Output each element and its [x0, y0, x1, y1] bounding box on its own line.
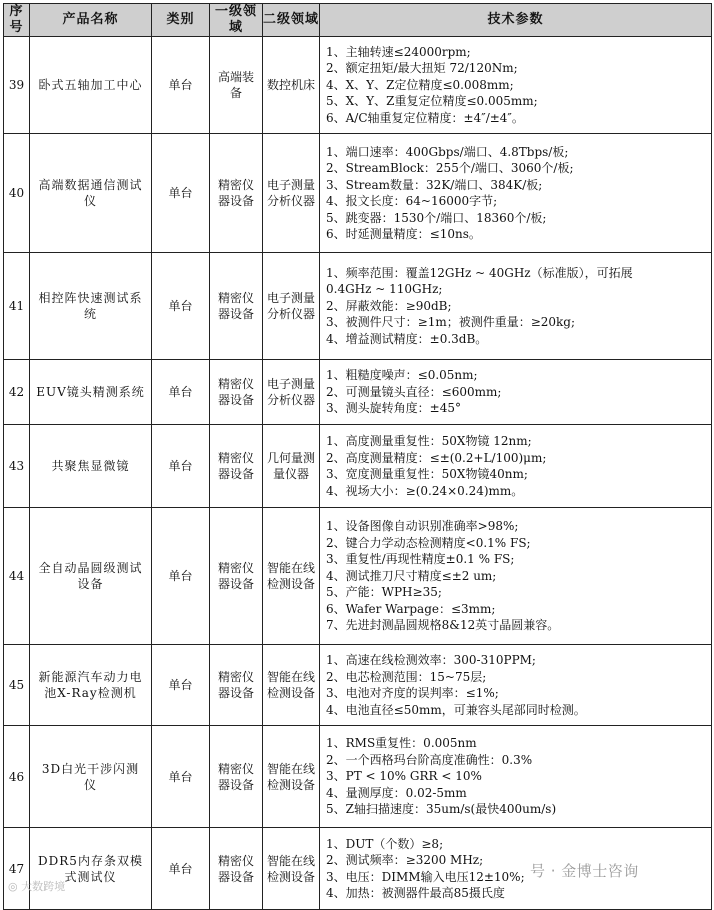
param-line: 3、测头旋转角度：±45° — [326, 401, 461, 416]
param-line: 5、产能：WPH≥35; — [326, 585, 442, 600]
row-tech-params — [320, 828, 712, 910]
param-line: 4、电池直径≤50mm，可兼容头尾部同时检测。 — [326, 702, 586, 717]
param-line: 2、可测量镜头直径：≤600mm; — [326, 384, 502, 399]
row-category: 单台 — [152, 726, 210, 828]
watermark-left: ◎ 大数跨境 — [8, 880, 66, 893]
row-category: 单台 — [152, 828, 210, 910]
param-line: 5、跳变器：1530个/端口、18360个/板; — [326, 210, 547, 225]
row-tech-params — [320, 360, 712, 425]
row-level2-field: 数控机床 — [263, 37, 320, 134]
param-line: 1、高度测量重复性：50X物镜 12nm; — [326, 434, 532, 448]
row-product-name: 全自动晶圆级测试设备 — [30, 508, 152, 645]
row-level1-field: 精密仪器设备 — [210, 645, 263, 726]
param-line: 4、测试推刀尺寸精度≤±2 um; — [326, 568, 497, 583]
param-line: 3、重复性/再现性精度±0.1 % FS; — [326, 552, 515, 567]
row-level1-field: 精密仪器设备 — [210, 360, 263, 425]
row-level2-field: 电子测量分析仪器 — [263, 134, 320, 253]
row-product-name: 相控阵快速测试系统 — [30, 253, 152, 360]
watermark-right: 号 · 金博士咨询 — [530, 862, 639, 880]
row-seq: 47 — [4, 828, 30, 910]
param-line: 3、电压：DIMM输入电压12±10%; — [326, 869, 525, 884]
row-seq: 42 — [4, 360, 30, 425]
row-product-name: 新能源汽车动力电池X-Ray检测机 — [30, 645, 152, 726]
table-row — [4, 360, 712, 425]
param-line: 2、屏蔽效能：≥90dB; — [326, 298, 452, 313]
param-line: 2、一个西格玛台阶高度准确性：0.3% — [326, 752, 533, 767]
row-level2-field: 智能在线检测设备 — [263, 645, 320, 726]
param-line: 4、加热：被测器件最高85摄氏度 — [326, 886, 505, 900]
header-level1: 一级领域 — [210, 4, 263, 37]
row-category: 单台 — [152, 645, 210, 726]
table-row — [4, 134, 712, 253]
row-level1-field: 精密仪器设备 — [210, 508, 263, 645]
row-level2-field: 智能在线检测设备 — [263, 508, 320, 645]
row-category: 单台 — [152, 253, 210, 360]
header-seq: 序号 — [4, 4, 30, 37]
param-line: 6、Wafer Warpage：≤3mm; — [326, 601, 496, 616]
row-level2-field: 几何量测量仪器 — [263, 425, 320, 508]
param-line: 3、Stream数量：32K/端口、384K/板; — [326, 177, 543, 192]
param-line: 2、键合力学动态检测精度<0.1% FS; — [326, 535, 531, 550]
param-line: 3、宽度测量重复性：50X物镜40nm; — [326, 467, 528, 481]
param-line: 3、被测件尺寸：≥1m；被测件重量：≥20kg; — [326, 315, 576, 330]
row-seq: 39 — [4, 37, 30, 134]
row-tech-params — [320, 645, 712, 726]
table-row — [4, 508, 712, 645]
param-line: 2、高度测量精度：≤±(0.2+L/100)μm; — [326, 450, 547, 465]
row-product-name: 卧式五轴加工中心 — [30, 37, 152, 134]
param-line: 4、报文长度：64~16000字节; — [326, 194, 498, 208]
param-line: 1、高速在线检测效率：300-310PPM; — [326, 653, 536, 667]
row-seq: 44 — [4, 508, 30, 645]
param-line: 1、DUT（个数）≥8; — [326, 836, 444, 851]
param-line: 2、StreamBlock：255个/端口、3060个/板; — [326, 161, 574, 175]
param-line: 5、X、Y、Z重复定位精度≤0.005mm; — [326, 94, 538, 109]
row-level2-field: 电子测量分析仪器 — [263, 253, 320, 360]
row-product-name: EUV镜头精测系统 — [30, 360, 152, 425]
param-line: 6、时延测量精度：≤10ns。 — [326, 227, 481, 241]
param-line: 4、量测厚度：0.02-5mm — [326, 785, 467, 800]
row-seq: 41 — [4, 253, 30, 360]
header-level2: 二级领域 — [263, 4, 320, 37]
row-tech-params — [320, 37, 712, 134]
row-level2-field: 智能在线检测设备 — [263, 828, 320, 910]
row-product-name: DDR5内存条双模式测试仪 — [30, 828, 152, 910]
row-tech-params — [320, 425, 712, 508]
table-row — [4, 726, 712, 828]
row-category: 单台 — [152, 508, 210, 645]
param-line: 1、RMS重复性：0.005nm — [326, 736, 477, 751]
row-seq: 43 — [4, 425, 30, 508]
param-line: 6、A/C轴重复定位精度：±4″/±4″。 — [326, 110, 524, 125]
row-category: 单台 — [152, 425, 210, 508]
row-tech-params — [320, 508, 712, 645]
row-level1-field: 精密仪器设备 — [210, 425, 263, 508]
row-level1-field: 精密仪器设备 — [210, 253, 263, 360]
row-level1-field: 精密仪器设备 — [210, 726, 263, 828]
row-tech-params — [320, 134, 712, 253]
row-level2-field: 电子测量分析仪器 — [263, 360, 320, 425]
table-row — [4, 645, 712, 726]
param-line: 2、额定扭矩/最大扭矩 72/120Nm; — [326, 61, 518, 76]
param-line: 1、频率范围：覆盖12GHz ~ 40GHz（标准版），可拓展 — [326, 265, 633, 280]
param-line: 4、X、Y、Z定位精度≤0.008mm; — [326, 77, 514, 92]
row-level1-field: 高端装备 — [210, 37, 263, 134]
header-row — [4, 4, 712, 37]
row-level2-field: 智能在线检测设备 — [263, 726, 320, 828]
param-line: 1、主轴转速≤24000rpm; — [326, 44, 471, 59]
table-row — [4, 425, 712, 508]
row-seq: 46 — [4, 726, 30, 828]
row-seq: 40 — [4, 134, 30, 253]
header-params: 技术参数 — [320, 4, 712, 37]
row-tech-params — [320, 253, 712, 360]
row-level1-field: 精密仪器设备 — [210, 134, 263, 253]
header-category: 类别 — [152, 4, 210, 37]
param-line: 5、Z轴扫描速度：35um/s(最快400um/s) — [326, 802, 557, 817]
param-line: 2、测试频率：≥3200 MHz; — [326, 853, 484, 867]
row-category: 单台 — [152, 360, 210, 425]
param-line: 0.4GHz ~ 110GHz; — [326, 282, 443, 297]
param-line: 2、电芯检测范围：15~75层; — [326, 669, 487, 684]
param-line: 1、端口速率：400Gbps/端口、4.8Tbps/板; — [326, 144, 569, 159]
param-line: 3、PT < 10% GRR < 10% — [326, 769, 482, 784]
param-line: 4、视场大小：≥(0.24×0.24)mm。 — [326, 483, 524, 498]
row-product-name: 高端数据通信测试仪 — [30, 134, 152, 253]
row-level1-field: 精密仪器设备 — [210, 828, 263, 910]
table-body — [4, 37, 712, 910]
equipment-table — [3, 3, 712, 910]
row-product-name: 共聚焦显微镜 — [30, 425, 152, 508]
row-category: 单台 — [152, 37, 210, 134]
param-line: 3、电池对齐度的误判率：≤1%; — [326, 686, 499, 700]
header-name: 产品名称 — [30, 4, 152, 37]
row-category: 单台 — [152, 134, 210, 253]
table-row — [4, 37, 712, 134]
param-line: 1、设备图像自动识别准确率>98%; — [326, 519, 519, 534]
param-line: 7、先进封测晶圆规格8&12英寸晶圆兼容。 — [326, 618, 560, 633]
param-line: 4、增益测试精度：±0.3dB。 — [326, 331, 488, 346]
row-product-name: 3D白光干涉闪测仪 — [30, 726, 152, 828]
row-seq: 45 — [4, 645, 30, 726]
row-tech-params — [320, 726, 712, 828]
table-row — [4, 253, 712, 360]
param-line: 1、粗糙度噪声：≤0.05nm; — [326, 368, 478, 383]
